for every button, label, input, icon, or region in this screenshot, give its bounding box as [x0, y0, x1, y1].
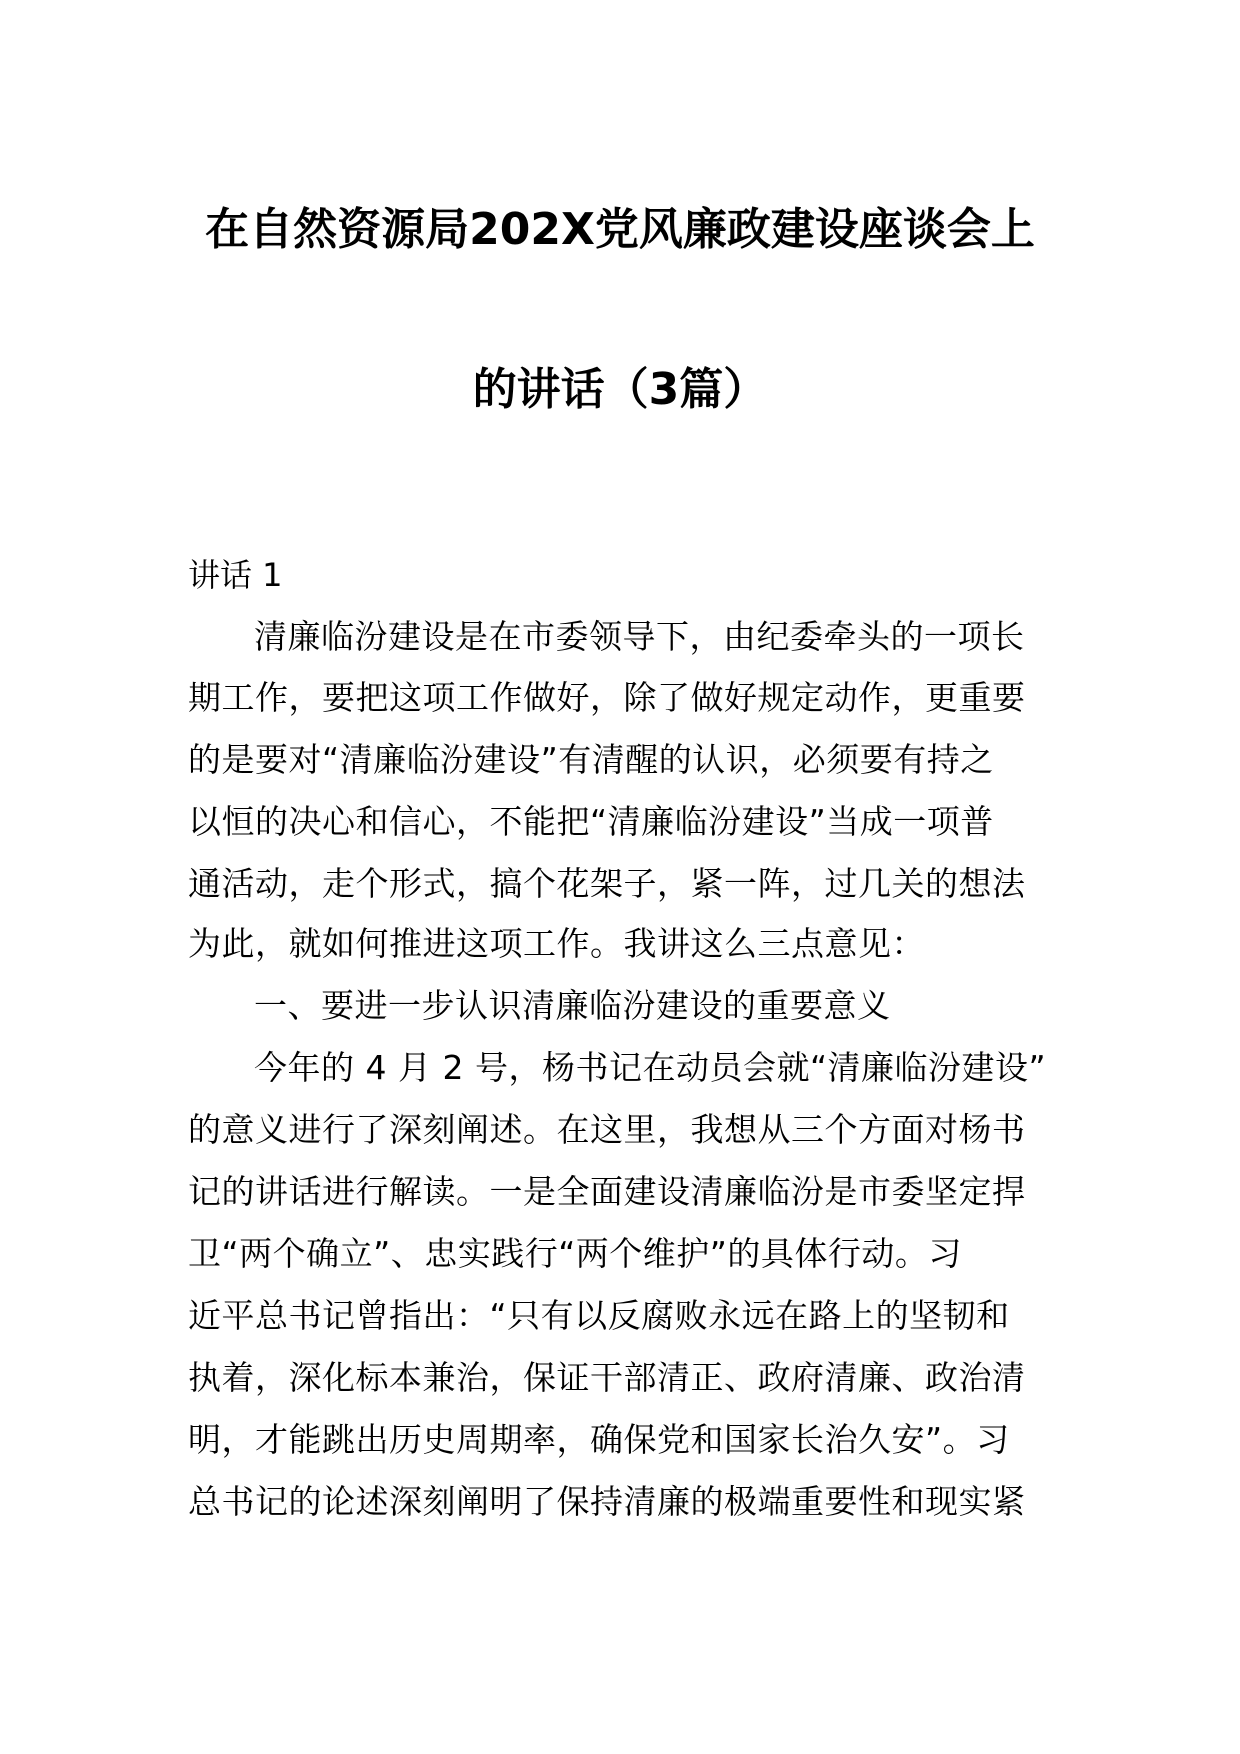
body-line: 以恒的决心和信心，不能把“清廉临汾建设”当成一项普	[188, 802, 994, 841]
body-line: 的是要对“清廉临汾建设”有清醒的认识，必须要有持之	[188, 740, 994, 779]
body-line: 记的讲话进行解读。一是全面建设清廉临汾是市委坚定捍	[188, 1172, 1026, 1211]
body-line: 今年的 4 月 2 号，杨书记在动员会就“清廉临汾建设”	[254, 1048, 1047, 1087]
section-heading: 一、要进一步认识清廉临汾建设的重要意义	[254, 986, 891, 1025]
document-title-line-2: 的讲话（3篇）	[472, 364, 768, 415]
body-line: 通活动，走个形式，搞个花架子，紧一阵，过几关的想法	[188, 864, 1026, 903]
body-line: 近平总书记曾指出：“只有以反腐败永远在路上的坚韧和	[188, 1296, 1010, 1335]
body-line: 期工作，要把这项工作做好，除了做好规定动作，更重要	[188, 678, 1026, 717]
body-line: 为此，就如何推进这项工作。我讲这么三点意见：	[188, 924, 925, 963]
body-line: 执着，深化标本兼治，保证干部清正、政府清廉、政治清	[188, 1358, 1026, 1397]
body-line: 总书记的论述深刻阐明了保持清廉的极端重要性和现实紧	[188, 1482, 1026, 1521]
section-label: 讲话 1	[188, 556, 283, 594]
body-line: 卫“两个确立”、忠实践行“两个维护”的具体行动。习	[188, 1234, 962, 1273]
body-line: 明，才能跳出历史周期率，确保党和国家长治久安”。习	[188, 1420, 1010, 1459]
document-title-line-1: 在自然资源局202X党风廉政建设座谈会上	[205, 204, 1035, 255]
body-line: 的意义进行了深刻阐述。在这里，我想从三个方面对杨书	[188, 1110, 1026, 1149]
body-line: 清廉临汾建设是在市委领导下，由纪委牵头的一项长	[254, 617, 1025, 656]
